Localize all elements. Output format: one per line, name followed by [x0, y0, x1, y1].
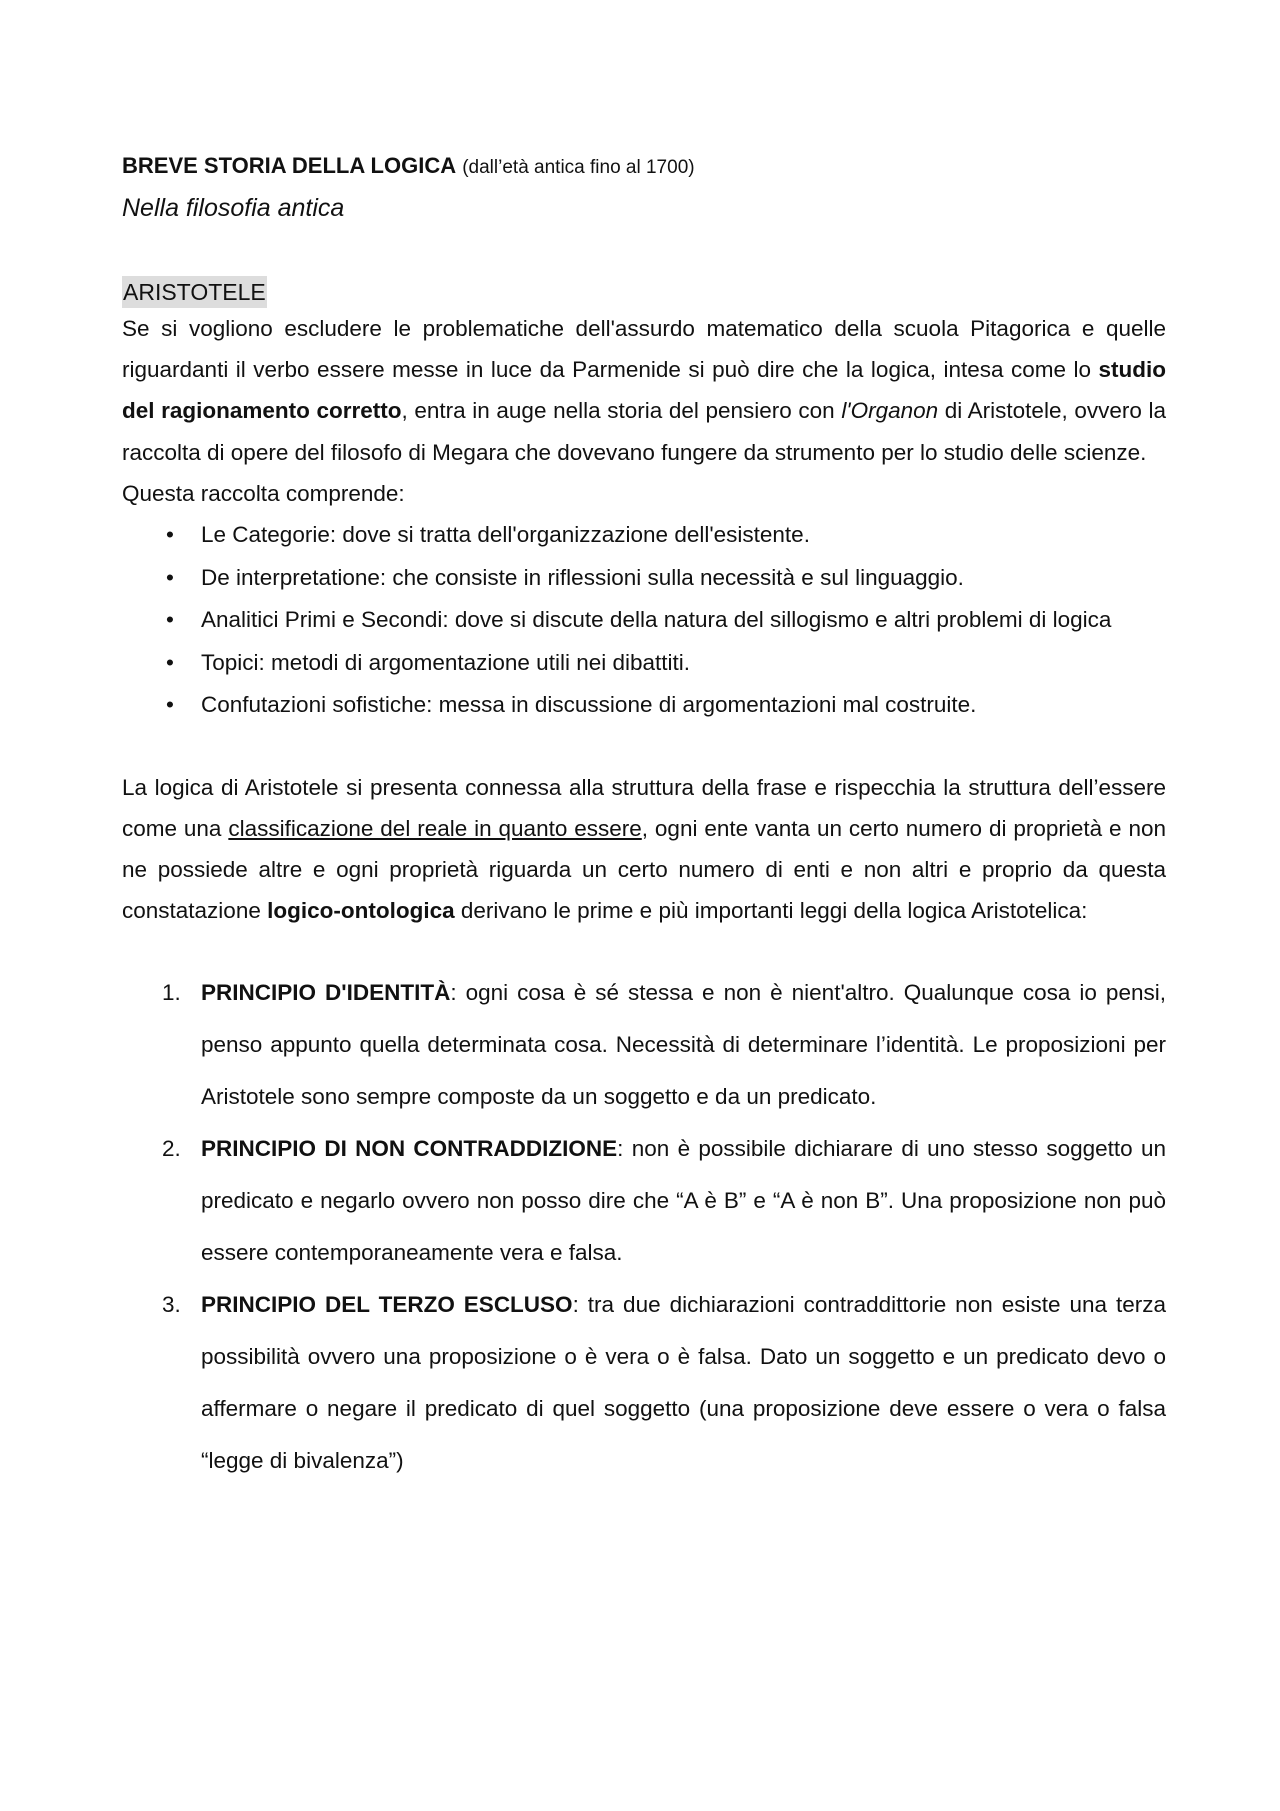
principle-text: : ogni cosa è sé stessa e non è nient'altro. Qualunque cosa io pensi, penso appunto quella determinata cosa. Necessità di determinare l’identità. Le proposizioni per Aristotele sono sempre composte da un soggetto e da un predicato. [201, 980, 1166, 1110]
principle-number: 2. [162, 1136, 181, 1162]
logic-bold: logico-ontologica [267, 898, 455, 924]
bullet-icon: • [166, 522, 174, 548]
principle-item [122, 1123, 1166, 1279]
intro-text-3: di Aristotele, ovvero la raccolta di opere del filosofo di Megara che dovevano fungere da strumento per lo studio delle scienze. [122, 398, 1166, 465]
collection-lead: Questa raccolta comprende: [122, 480, 405, 506]
list-item-text: De interpretatione: che consiste in riflessioni sulla necessità e sul linguaggio. [201, 564, 964, 590]
list-item [122, 557, 1166, 600]
principle-name: PRINCIPIO DEL TERZO ESCLUSO [201, 1292, 573, 1318]
logic-text-3: derivano le prime e più importanti leggi della logica Aristotelica: [454, 898, 1088, 924]
principle-item [122, 967, 1166, 1123]
list-item [122, 599, 1166, 642]
bullet-icon: • [166, 692, 174, 718]
principle-name: PRINCIPIO DI NON CONTRADDIZIONE [201, 1136, 618, 1162]
list-item [122, 514, 1166, 557]
collection-list [122, 514, 1166, 727]
principle-name: PRINCIPIO D'IDENTITÀ [201, 980, 451, 1006]
list-item-text: Analitici Primi e Secondi: dove si discute della natura del sillogismo e altri problemi di logica [201, 607, 1112, 633]
bullet-icon: • [166, 564, 174, 590]
principle-number: 3. [162, 1292, 181, 1318]
principle-text: : non è possibile dichiarare di uno stesso soggetto un predicato e negarlo ovvero non posso dire che “A è B” e “A è non B”. Una proposizione non può essere contemporaneamente vera e falsa. [201, 1136, 1166, 1266]
logic-underlined: classificazione del reale in quanto essere [228, 815, 642, 841]
list-item-text: Confutazioni sofistiche: messa in discussione di argomentazioni mal costruite. [201, 692, 977, 718]
document-title-note: (dall’età antica fino al 1700) [462, 157, 695, 178]
list-item [122, 642, 1166, 685]
bullet-icon: • [166, 649, 174, 675]
list-item-text: Le Categorie: dove si tratta dell'organizzazione dell'esistente. [201, 522, 810, 548]
principles-list [122, 967, 1166, 1487]
logic-text-2: , ogni ente vanta un certo numero di proprietà e non ne possiede altre e ogni proprietà riguarda un certo numero di enti e non altri e proprio da questa constatazione [122, 815, 1167, 924]
document-title-line [122, 150, 1166, 184]
list-item [122, 684, 1166, 727]
document-subtitle: Nella filosofia antica [122, 194, 345, 222]
document-title: BREVE STORIA DELLA LOGICA [122, 153, 457, 178]
bullet-icon: • [166, 607, 174, 633]
logic-paragraph [122, 767, 1166, 932]
principle-text: : tra due dichiarazioni contraddittorie non esiste una terza possibilità ovvero una proposizione o è vera o è falsa. Dato un soggetto e un predicato devo o affermare o negare il predicato di quel soggetto (una proposizione deve essere o vera o falsa “legge di bivalenza”) [201, 1292, 1167, 1474]
principle-number: 1. [162, 980, 181, 1006]
document-page [122, 150, 1166, 1487]
section-label-aristotele: ARISTOTELE [122, 276, 267, 308]
intro-text-1: Se si vogliono escludere le problematiche dell'assurdo matematico della scuola Pitagorica e quelle riguardanti il verbo essere messe in luce da Parmenide si può dire che la logica, intesa come lo [122, 316, 1166, 383]
intro-text-2: , entra in auge nella storia del pensiero con [401, 398, 842, 424]
intro-paragraph [122, 308, 1166, 473]
list-item-text: Topici: metodi di argomentazione utili nei dibattiti. [201, 649, 691, 675]
logic-text-1: La logica di Aristotele si presenta connessa alla struttura della frase e rispecchia la struttura dell’essere come una [122, 774, 1166, 841]
intro-bold: studio del ragionamento corretto [122, 357, 1166, 424]
principle-item [122, 1279, 1166, 1487]
intro-italic-organon: l'Organon [841, 398, 939, 424]
